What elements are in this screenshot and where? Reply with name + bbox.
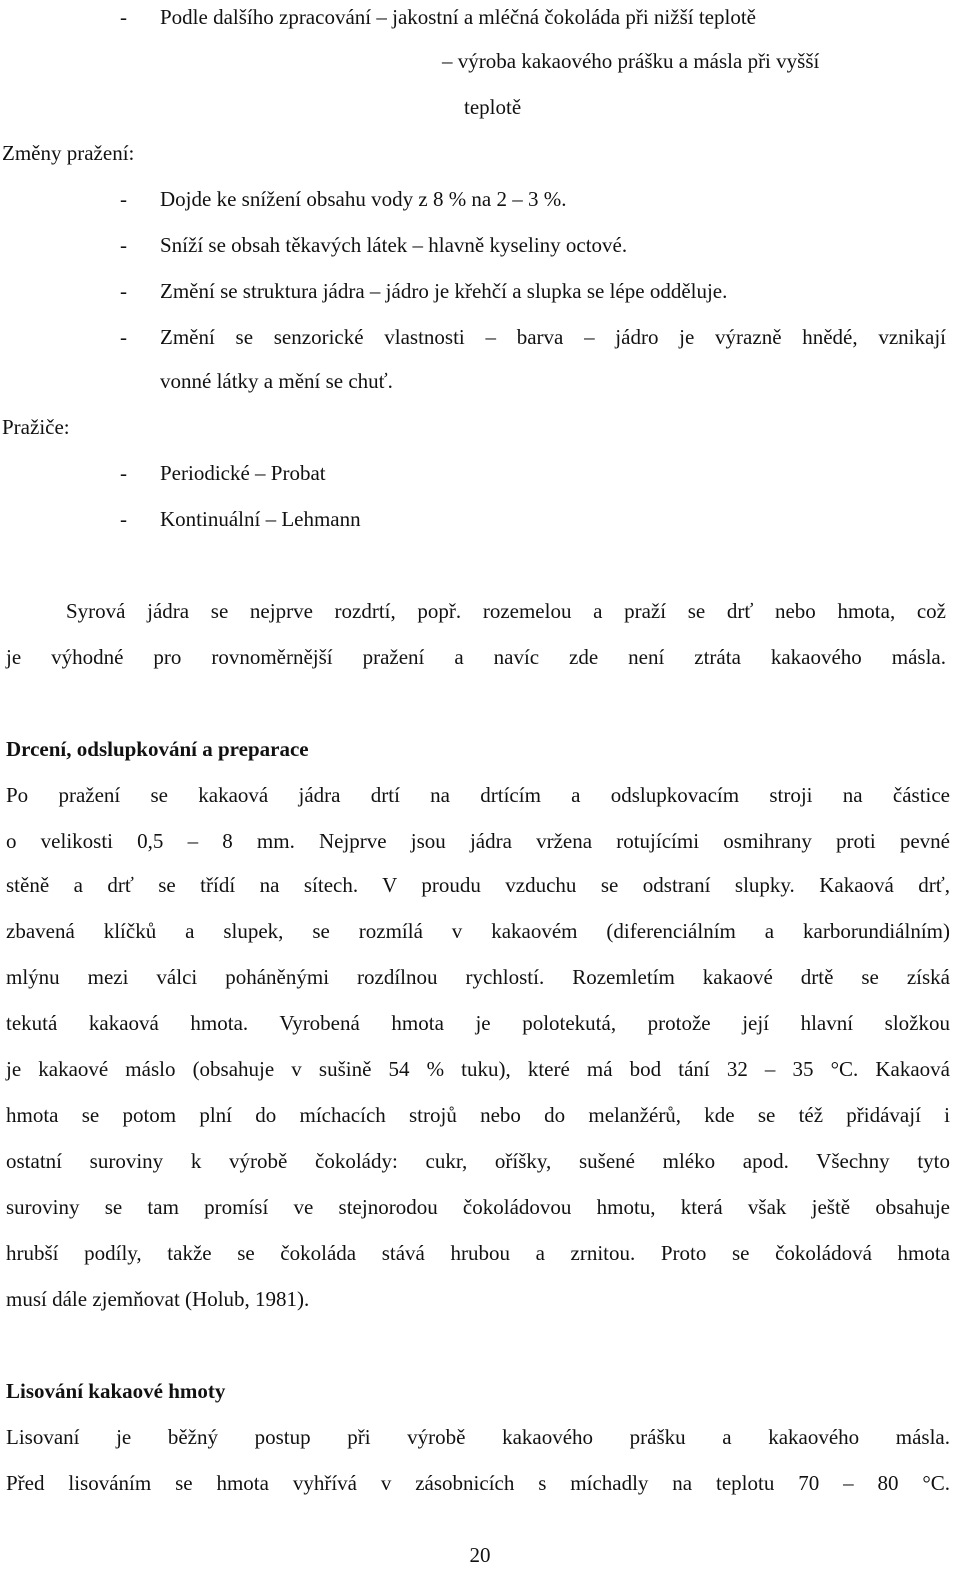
crushing-line: Po pražení se kakaová jádra drtí na drtícím a odslupkovacím stroji na částice [6, 783, 950, 807]
crushing-line: mlýnu mezi válci poháněnými rozdílnou rychlostí. Rozemletím kakaové drtě se získá [6, 965, 950, 989]
crushing-line: hmota se potom plní do míchacích strojů nebo do melanžérů, kde se též přidávají i [6, 1103, 950, 1127]
bullet-dash: - [120, 507, 127, 531]
bullet-dash: - [120, 233, 127, 257]
crushing-line: je kakaové máslo (obsahuje v sušině 54 % tuku), které má bod tání 32 – 35 °C. Kakaová [6, 1057, 950, 1081]
crushing-line: o velikosti 0,5 – 8 mm. Nejprve jsou jádra vržena rotujícími osmihrany proti pevné [6, 829, 950, 853]
roasters-item-2: Kontinuální – Lehmann [160, 507, 361, 531]
page-number: 20 [469, 1543, 491, 1567]
bullet-a-line1: Podle dalšího zpracování – jakostní a mléčná čokoláda při nižší teplotě [160, 5, 756, 29]
bullet-dash: - [120, 461, 127, 485]
changes-item-2: Sníží se obsah těkavých látek – hlavně kyseliny octové. [160, 233, 628, 257]
roasters-item-1: Periodické – Probat [160, 461, 326, 485]
changes-item-4: Změní se senzorické vlastnosti – barva – jádro je výrazně hnědé, vznikají [160, 325, 946, 349]
bullet-a-line3: teplotě [464, 95, 522, 119]
crushing-heading: Drcení, odslupkování a preparace [6, 737, 309, 761]
pressing-line: Lisovaní je běžný postup při výrobě kakaového prášku a kakaového másla. [6, 1425, 950, 1449]
bullet-a-line2: – výroba kakaového prášku a másla při vyšší [442, 49, 820, 73]
roasters-heading: Pražiče: [2, 415, 70, 439]
crushing-line: ostatní suroviny k výrobě čokolády: cukr, oříšky, sušené mléko apod. Všechny tyto [6, 1149, 950, 1173]
crushing-line: tekutá kakaová hmota. Vyrobená hmota je polotekutá, protože její hlavní složkou [6, 1011, 950, 1035]
crushing-line: hrubší podíly, takže se čokoláda stává hrubou a zrnitou. Proto se čokoládová hmota [6, 1241, 950, 1265]
changes-heading: Změny pražení: [2, 141, 135, 165]
crushing-line: zbavená klíčků a slupek, se rozmílá v kakaovém (diferenciálním a karborundiálním) [6, 919, 950, 943]
crushing-line: musí dále zjemňovat (Holub, 1981). [6, 1287, 310, 1311]
bullet-dash: - [120, 325, 127, 349]
pressing-heading: Lisování kakaové hmoty [6, 1379, 226, 1403]
crushing-line: stěně a drť se třídí na sítech. V proudu vzduchu se odstraní slupky. Kakaová drť, [6, 873, 950, 897]
pressing-line: Před lisováním se hmota vyhřívá v zásobnicích s míchadly na teplotu 70 – 80 °C. [6, 1471, 950, 1495]
changes-item-4-cont: vonné látky a mění se chuť. [160, 369, 393, 393]
changes-item-3: Změní se struktura jádra – jádro je křehčí a slupka se lépe odděluje. [160, 279, 728, 303]
changes-item-1: Dojde ke snížení obsahu vody z 8 % na 2 – 3 %. [160, 187, 567, 211]
bullet-dash: - [120, 279, 127, 303]
crushing-line: suroviny se tam promísí ve stejnorodou čokoládovou hmotu, která však ještě obsahuje [6, 1195, 950, 1219]
raw-para-line2: je výhodné pro rovnoměrnější pražení a navíc zde není ztráta kakaového másla. [6, 645, 946, 669]
bullet-dash: - [120, 5, 127, 29]
raw-para-line1: Syrová jádra se nejprve rozdrtí, popř. rozemelou a praží se drť nebo hmota, což [66, 599, 946, 623]
bullet-dash: - [120, 187, 127, 211]
